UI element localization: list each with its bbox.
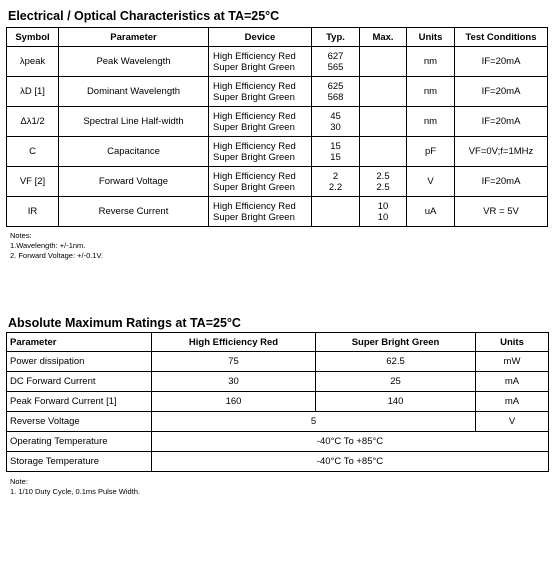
table-row [7,352,549,372]
typ-cell-line: 45 [330,110,341,122]
device-cell-line: Super Bright Green [213,151,295,163]
header-typ: Typ. [312,28,360,47]
typ-cell-line: 568 [327,91,344,103]
symbol-cell [7,167,59,197]
typ-cell-line: 2 [332,170,339,182]
table-row [7,107,548,137]
note-line: 2. Forward Voltage: +/-0.1V. [10,251,103,260]
units-cell [407,197,455,227]
header-symbol: Symbol [7,28,59,47]
header-device: Device [209,28,312,47]
test-conditions-cell [455,137,548,167]
max-cell [360,197,407,227]
param-cell: DC Forward Current [7,372,152,392]
parameter-cell-line: Capacitance [107,146,160,157]
header-units: Units [407,28,455,47]
units-cell: mW [476,352,549,372]
typ-cell-line: 30 [330,121,341,133]
symbol-cell-line: VF [2] [19,176,46,187]
max-cell [360,77,407,107]
header-max: Max. [360,28,407,47]
device-cell-line: High Efficiency Red [213,110,296,122]
max-cell-line: 10 [377,211,389,223]
param-cell: Operating Temperature [7,432,152,452]
device-cell-line: Super Bright Green [213,211,295,223]
units-cell-line: nm [423,86,438,97]
units-cell-line: uA [424,206,437,217]
table-header-row [7,333,549,352]
parameter-cell [59,197,209,227]
units-cell-line: V [427,176,434,187]
device-cell [209,137,312,167]
device-cell [209,167,312,197]
test-conditions-cell-line: IF=20mA [481,86,521,97]
sbg-value-cell: 62.5 [316,352,476,372]
test-conditions-cell-line: VF=0V;f=1MHz [468,146,534,157]
table-row [7,392,549,412]
typ-cell-line: 565 [327,61,344,73]
device-cell-line: High Efficiency Red [213,50,296,62]
test-conditions-cell-line: IF=20mA [481,116,521,127]
device-cell-line: Super Bright Green [213,91,295,103]
electrical-optical-table [6,27,548,227]
her-value-cell: 75 [152,352,316,372]
note-line: 1.Wavelength: +/-1nm. [10,241,86,250]
value-cell: -40°C To +85°C [152,432,549,452]
typ-cell-line: 15 [330,151,341,163]
symbol-cell [7,47,59,77]
her-value-cell: 160 [152,392,316,412]
parameter-cell [59,47,209,77]
header-test-conditions: Test Conditions [455,28,548,47]
parameter-cell-line: Peak Wavelength [96,56,171,67]
units-cell: V [476,412,549,432]
table-row [7,47,548,77]
units-cell-line: pF [424,146,437,157]
table-row [7,432,549,452]
notes-heading: Note: [10,477,28,486]
notes-heading: Notes: [10,231,32,240]
typ-cell-line: 2.2 [328,181,343,193]
parameter-cell-line: Dominant Wavelength [86,86,181,97]
test-conditions-cell-line: VR = 5V [483,206,519,217]
units-cell-line: nm [423,56,438,67]
header-parameter: Parameter [59,28,209,47]
max-cell-line: 2.5 [376,181,390,193]
table-row [7,137,548,167]
absolute-max-table [6,332,549,472]
parameter-cell [59,107,209,137]
test-conditions-cell [455,77,548,107]
device-cell-line: Super Bright Green [213,61,295,73]
typ-cell [312,77,360,107]
max-cell-line: 10 [377,200,389,212]
value-cell: 5 [152,412,476,432]
test-conditions-cell [455,197,548,227]
sbg-value-cell: 25 [316,372,476,392]
parameter-cell [59,137,209,167]
header-parameter: Parameter [7,333,152,352]
max-cell [360,167,407,197]
max-cell [360,47,407,77]
param-cell: Storage Temperature [7,452,152,472]
header-super-bright-green: Super Bright Green [316,333,476,352]
table-row [7,197,548,227]
typ-cell [312,107,360,137]
device-cell-line: Super Bright Green [213,181,295,193]
parameter-cell-line: Forward Voltage [98,176,169,187]
device-cell-line: High Efficiency Red [213,200,296,212]
symbol-cell [7,107,59,137]
units-cell-line: nm [423,116,438,127]
test-conditions-cell [455,47,548,77]
test-conditions-cell-line: IF=20mA [481,56,521,67]
header-units: Units [476,333,549,352]
symbol-cell-line: λD [1] [20,86,45,97]
header-high-efficiency-red: High Efficiency Red [152,333,316,352]
device-cell-line: Super Bright Green [213,121,295,133]
parameter-cell [59,77,209,107]
param-cell: Peak Forward Current [1] [7,392,152,412]
table-row [7,372,549,392]
table-row [7,77,548,107]
sbg-value-cell: 140 [316,392,476,412]
table-row [7,167,548,197]
typ-cell [312,197,360,227]
absolute-max-title: Absolute Maximum Ratings at TA=25°C [8,316,241,330]
note-line: 1. 1/10 Duty Cycle, 0.1ms Pulse Width. [10,487,141,496]
param-cell: Reverse Voltage [7,412,152,432]
parameter-cell [59,167,209,197]
symbol-cell [7,77,59,107]
electrical-notes [10,231,103,261]
test-conditions-cell [455,167,548,197]
symbol-cell-line: Δλ1/2 [20,116,45,127]
value-cell: -40°C To +85°C [152,452,549,472]
max-cell [360,137,407,167]
table-header-row [7,28,548,47]
device-cell-line: High Efficiency Red [213,170,296,182]
param-cell: Power dissipation [7,352,152,372]
device-cell [209,197,312,227]
symbol-cell-line: λpeak [19,56,46,67]
units-cell [407,137,455,167]
parameter-cell-line: Reverse Current [98,206,169,217]
device-cell [209,47,312,77]
device-cell [209,107,312,137]
table-row [7,412,549,432]
parameter-cell-line: Spectral Line Half-width [83,116,184,127]
typ-cell [312,167,360,197]
test-conditions-cell-line: IF=20mA [481,176,521,187]
symbol-cell [7,197,59,227]
symbol-cell-line: C [29,146,36,157]
symbol-cell [7,137,59,167]
symbol-cell-line: IR [27,206,38,217]
absolute-max-notes [10,477,140,497]
typ-cell-line: 625 [327,80,344,92]
typ-cell-line: 627 [327,50,344,62]
units-cell [407,107,455,137]
test-conditions-cell [455,107,548,137]
max-cell-line: 2.5 [376,170,390,182]
units-cell [407,167,455,197]
device-cell [209,77,312,107]
electrical-optical-title: Electrical / Optical Characteristics at TA=25°C [8,9,280,23]
table-row [7,452,549,472]
units-cell [407,77,455,107]
units-cell: mA [476,392,549,412]
units-cell [407,47,455,77]
max-cell [360,107,407,137]
typ-cell [312,137,360,167]
typ-cell [312,47,360,77]
device-cell-line: High Efficiency Red [213,80,296,92]
units-cell: mA [476,372,549,392]
device-cell-line: High Efficiency Red [213,140,296,152]
typ-cell-line: 15 [330,140,341,152]
her-value-cell: 30 [152,372,316,392]
